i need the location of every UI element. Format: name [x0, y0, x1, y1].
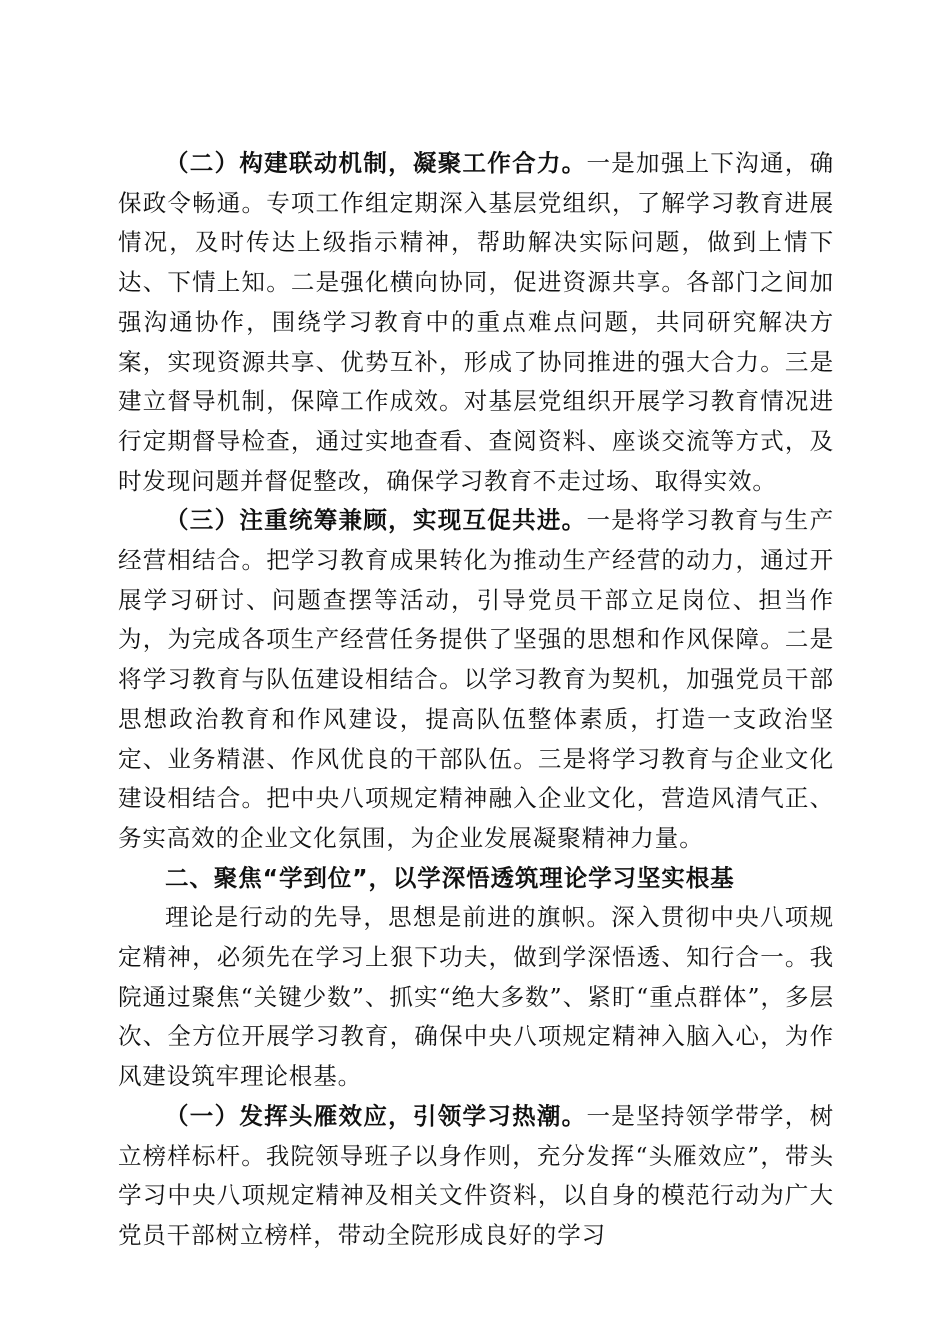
paragraph-coordination-mechanism [118, 144, 834, 501]
paragraph-theory-intro: 理论是行动的先导，思想是前进的旗帜。深入贯彻中央八项规定精神，必须先在学习上狠下功夫，做到学深悟透、知行合一。我院通过聚焦“关键少数”、抓实“绝大多数”、紧盯“重点群体”，多层次、全方位开展学习教育，确保中央八项规定精神入脑入心，为作风建设筑牢理论根基。 [118, 903, 834, 1091]
paragraph-text: 一是坚持领学带学，树立榜样标杆。我院领导班子以身作则，充分发挥“头雁效应”，带头学习中央八项规定精神及相关文件资料，以自身的模范行动为广大党员干部树立榜样，带动全院形成良好的学习 [118, 1101, 834, 1249]
paragraph-text: 一是加强上下沟通，确保政令畅通。专项工作组定期深入基层党组织，了解学习教育进展情况，及时传达上级指示精神，帮助解决实际问题，做到上情下达、下情上知。二是强化横向协同，促进资源共享。各部门之间加强沟通协作，围绕学习教育中的重点难点问题，共同研究解决方案，实现资源共享、优势互补，形成了协同推进的强大合力。三是建立督导机制，保障工作成效。对基层党组织开展学习教育情况进行定期督导检查，通过实地查看、查阅资料、座谈交流等方式，及时发现问题并督促整改，确保学习教育不走过场、取得实效。 [118, 149, 834, 495]
paragraph-lead: （一）发挥头雁效应，引领学习热潮。 [165, 1101, 587, 1130]
paragraph-leading-goose [118, 1097, 834, 1256]
section-heading: 二、聚焦“学到位”，以学深悟透筑理论学习坚实根基 [165, 863, 735, 892]
document-body [118, 144, 834, 1256]
paragraph-overall-planning [118, 501, 834, 858]
paragraph-lead: （二）构建联动机制，凝聚工作合力。 [165, 149, 587, 177]
paragraph-text: 一是将学习教育与生产经营相结合。把学习教育成果转化为推动生产经营的动力，通过开展学习研讨、问题查摆等活动，引导党员干部立足岗位、担当作为，为完成各项生产经营任务提供了坚强的思想和作风保障。二是将学习教育与队伍建设相结合。以学习教育为契机，加强党员干部思想政治教育和作风建设，提高队伍整体素质，打造一支政治坚定、业务精湛、作风优良的干部队伍。三是将学习教育与企业文化建设相结合。把中央八项规定精神融入企业文化，营造风清气正、务实高效的企业文化氛围，为企业发展凝聚精神力量。 [118, 506, 834, 852]
paragraph-lead: （三）注重统筹兼顾，实现互促共进。 [165, 506, 587, 535]
